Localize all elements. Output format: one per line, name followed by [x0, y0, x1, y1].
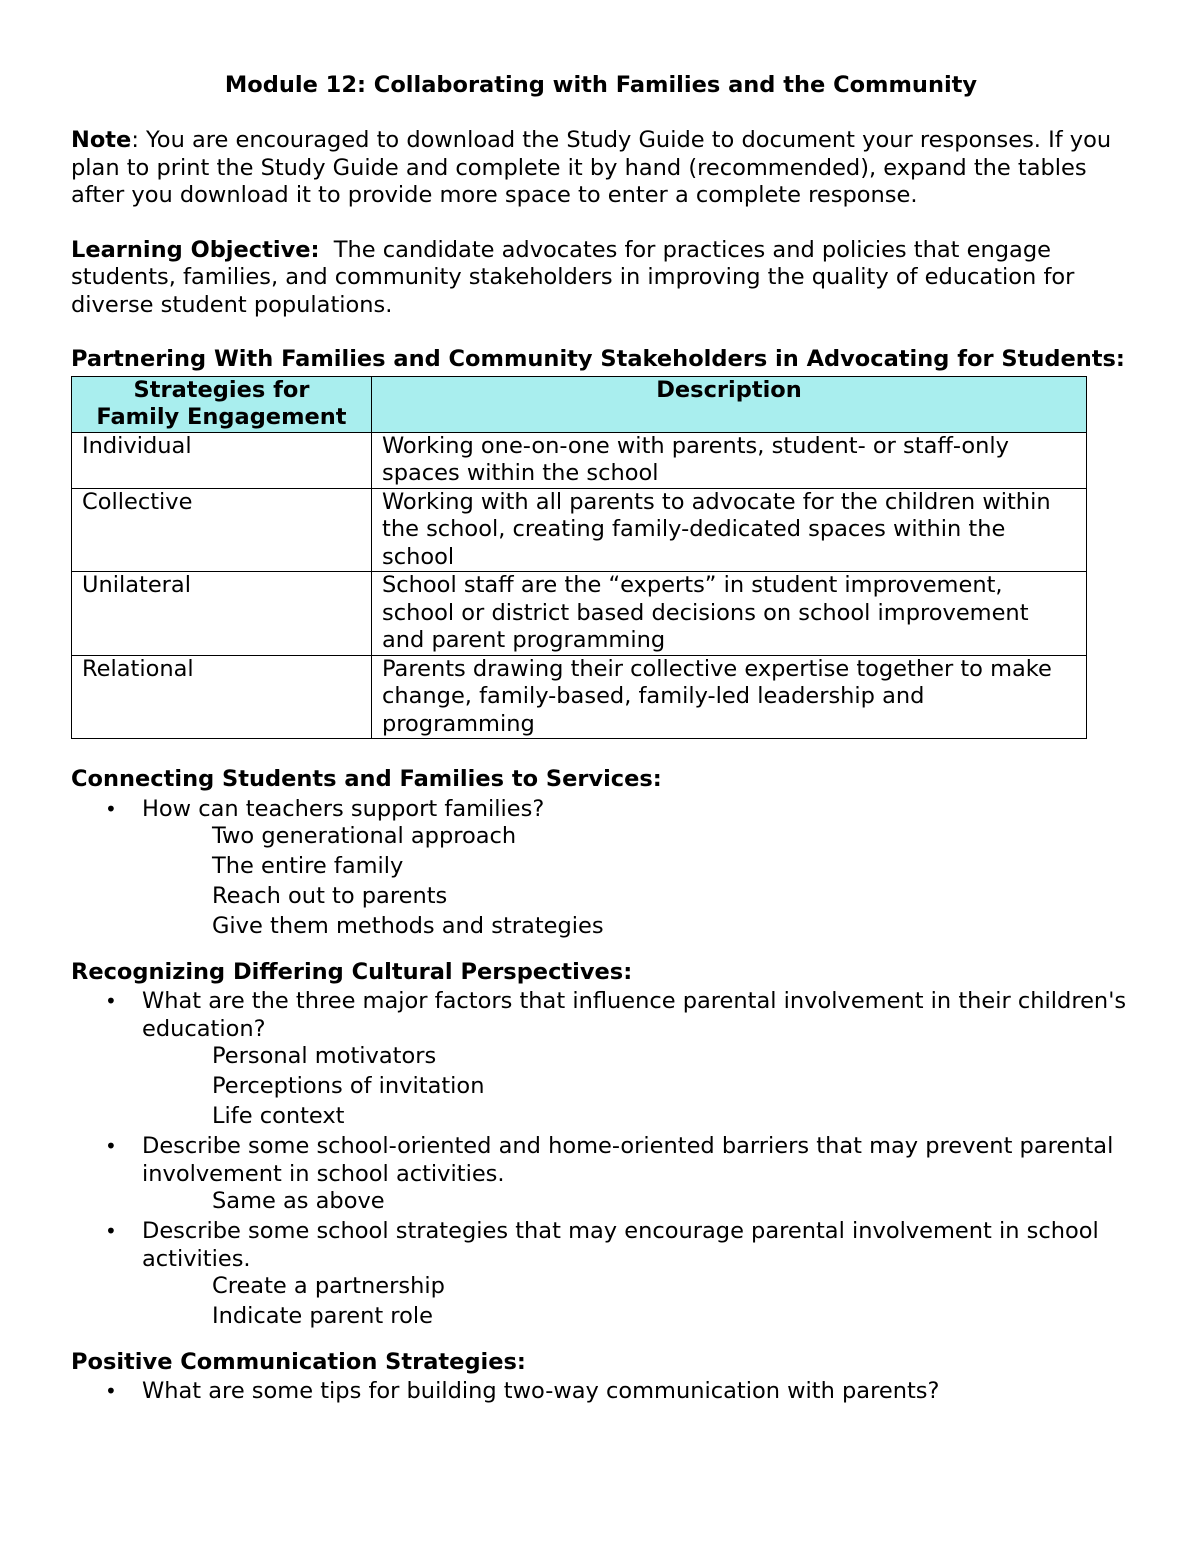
objective-text: The candidate advocates for practices and policies that engage students, families, and community stakeholders in improving the quality of education for diverse student populations.	[71, 236, 1082, 318]
note-text: : You are encouraged to download the Study Guide to document your responses. If you plan to print the Study Guide and complete it by hand (recommended), expand the tables after you download it to provide more space to enter a complete response.	[71, 127, 1112, 208]
cultural-section	[71, 959, 1131, 1331]
question-text: What are some tips for building two-way communication with parents?	[142, 1378, 940, 1404]
note-paragraph	[71, 127, 1131, 210]
list-item	[105, 1378, 1131, 1406]
bullet-icon: •	[105, 989, 117, 1013]
list-item	[105, 1133, 1131, 1216]
connecting-heading: Connecting Students and Families to Services:	[71, 766, 662, 792]
cultural-question-list	[71, 988, 1131, 1331]
family-engagement-table	[71, 376, 1087, 740]
table-row	[72, 655, 1087, 739]
answer-text: Indicate parent role	[212, 1303, 433, 1329]
partnering-heading: Partnering With Families and Community Stakeholders in Advocating for Students:	[71, 346, 1125, 372]
table-row	[72, 572, 1087, 656]
list-item	[105, 795, 1131, 941]
answer-text: Life context	[212, 1103, 345, 1129]
bullet-icon: •	[105, 1379, 117, 1403]
question-text: Describe some school-oriented and home-oriented barriers that may prevent parental involvement in school activities.	[142, 1133, 1114, 1187]
list-item	[105, 988, 1131, 1131]
answer-text: Perceptions of invitation	[212, 1073, 485, 1099]
connecting-section	[71, 766, 1131, 941]
question-text: What are the three major factors that influence parental involvement in their children's education?	[142, 988, 1127, 1042]
answer-text: Two generational approach	[212, 823, 517, 849]
connecting-question-list	[71, 796, 1131, 941]
table-header-row	[72, 376, 1087, 432]
cultural-heading: Recognizing Differing Cultural Perspectives:	[71, 958, 633, 985]
table-cell-strategy: Relational	[72, 655, 372, 739]
question-text: How can teachers support families?	[142, 795, 545, 822]
answer-text: The entire family	[212, 853, 404, 879]
objective-label: Learning Objective:	[71, 236, 320, 263]
communication-heading: Positive Communication Strategies:	[71, 1348, 526, 1375]
answer-text: Give them methods and strategies	[212, 913, 604, 939]
table-cell-description: Working one-on-one with parents, student- or staff-only spaces within the school	[372, 432, 1087, 488]
document-content	[71, 70, 1131, 1424]
communication-section	[71, 1349, 1131, 1406]
table-cell-strategy: Unilateral	[72, 572, 372, 656]
table-header-strategies: Strategies for Family Engagement	[72, 376, 372, 432]
table-cell-strategy: Individual	[72, 432, 372, 488]
objective-paragraph	[71, 237, 1131, 320]
list-item	[105, 1218, 1131, 1331]
page-title: Module 12: Collaborating with Families and the Community	[224, 72, 978, 98]
note-label: Note	[71, 127, 132, 153]
table-header-description: Description	[372, 376, 1087, 432]
answer-text: Create a partnership	[212, 1273, 445, 1299]
bullet-icon: •	[105, 796, 117, 821]
table-cell-strategy: Collective	[72, 488, 372, 572]
answer-text: Reach out to parents	[212, 883, 448, 909]
table-row	[72, 488, 1087, 572]
communication-question-list	[71, 1378, 1131, 1406]
bullet-icon: •	[105, 1219, 117, 1243]
bullet-icon: •	[105, 1134, 117, 1158]
table-cell-description: Parents drawing their collective expertise together to make change, family-based, family-led leadership and programming	[372, 655, 1087, 739]
question-text: Describe some school strategies that may encourage parental involvement in school activities.	[142, 1218, 1099, 1272]
answer-text: Same as above	[212, 1188, 385, 1214]
table-cell-description: School staff are the “experts” in student improvement, school or district based decisions on school improvement and parent programming	[372, 572, 1087, 656]
table-row	[72, 432, 1087, 488]
answer-text: Personal motivators	[212, 1043, 437, 1069]
table-cell-description: Working with all parents to advocate for the children within the school, creating family-dedicated spaces within the school	[372, 488, 1087, 572]
